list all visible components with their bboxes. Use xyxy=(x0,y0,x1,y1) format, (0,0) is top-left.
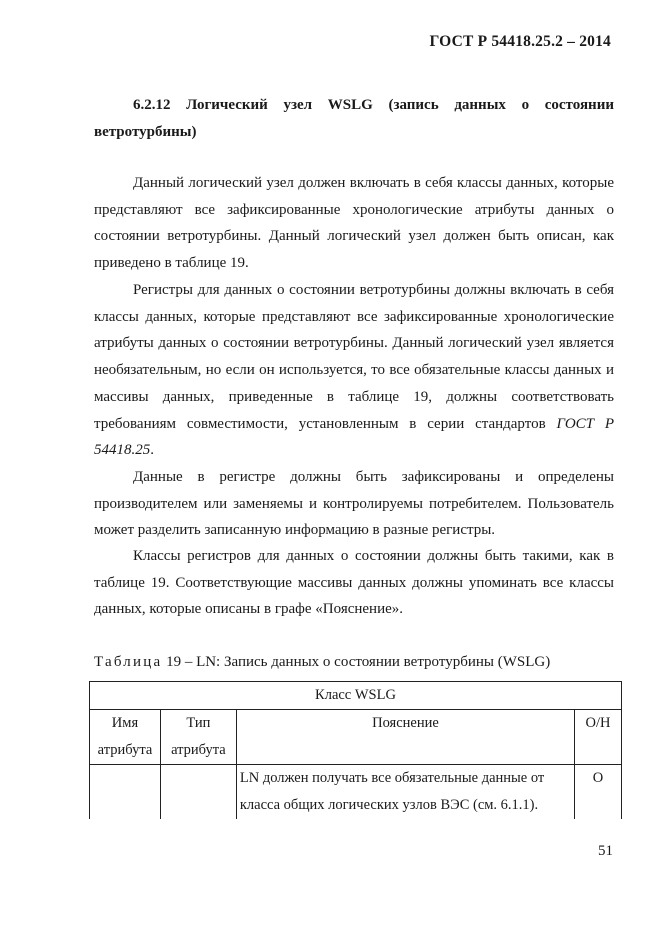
table-caption-label: Таблица xyxy=(94,654,163,670)
paragraph-4: Классы регистров для данных о состоянии должны быть такими, как в таблице 19. Соответствующие массивы данных должны упоминать все классы данных, которые описаны в графе «Пояснение». xyxy=(94,548,614,618)
cell-attribute-type xyxy=(160,765,236,820)
header-mo: О/Н xyxy=(575,710,622,765)
cell-explanation: LN должен получать все обязательные данные от класса общих логических узлов ВЭС (см. 6.1.1). xyxy=(236,765,574,820)
attributes-table xyxy=(89,681,622,819)
page-number: 51 xyxy=(598,843,613,859)
paragraph-1: Данный логический узел должен включать в себя классы данных, которые представляют все зафиксированные хронологические атрибуты данных о состоянии ветротурбины. Данный логический узел должен быть описан, как приведено в таблице 19. xyxy=(94,175,614,272)
paragraph-2 xyxy=(94,277,614,464)
table-caption-text: 19 – LN: Запись данных о состоянии ветротурбины (WSLG) xyxy=(162,654,551,670)
cell-attribute-name xyxy=(90,765,161,820)
paragraph-3: Данные в регистре должны быть зафиксированы и определены производителем или заменяемы и контролируемы потребителем. Пользователь может разделить записанную информацию в разные регистры. xyxy=(94,469,614,539)
header-attribute-name: Имя атрибута xyxy=(90,710,161,765)
header-attribute-type: Тип атрибута xyxy=(160,710,236,765)
table-row xyxy=(90,765,622,820)
paragraph-2-text: Регистры для данных о состоянии ветротурбины должны включать в себя классы данных, которые представляют все зафиксированные хронологические атрибуты данных о состоянии ветротурбины. Данный логический узел является необязательным, но если он используется, то все обязательные классы данных и массивы данных, приведенные в таблице 19, должны соответствовать требованиям совместимости, установленным в серии стандартов xyxy=(94,282,614,432)
cell-mo: О xyxy=(575,765,622,820)
header-explanation: Пояснение xyxy=(236,710,574,765)
section-title: 6.2.12 Логический узел WSLG (запись данных о состоянии ветротурбины) xyxy=(94,97,614,140)
standard-reference: ГОСТ Р 54418.25 xyxy=(94,415,614,459)
table-caption xyxy=(94,654,550,671)
document-header: ГОСТ Р 54418.25.2 – 2014 xyxy=(429,33,611,50)
table-class-title: Класс WSLG xyxy=(90,682,622,710)
paragraph-2-suffix: . xyxy=(150,442,154,459)
